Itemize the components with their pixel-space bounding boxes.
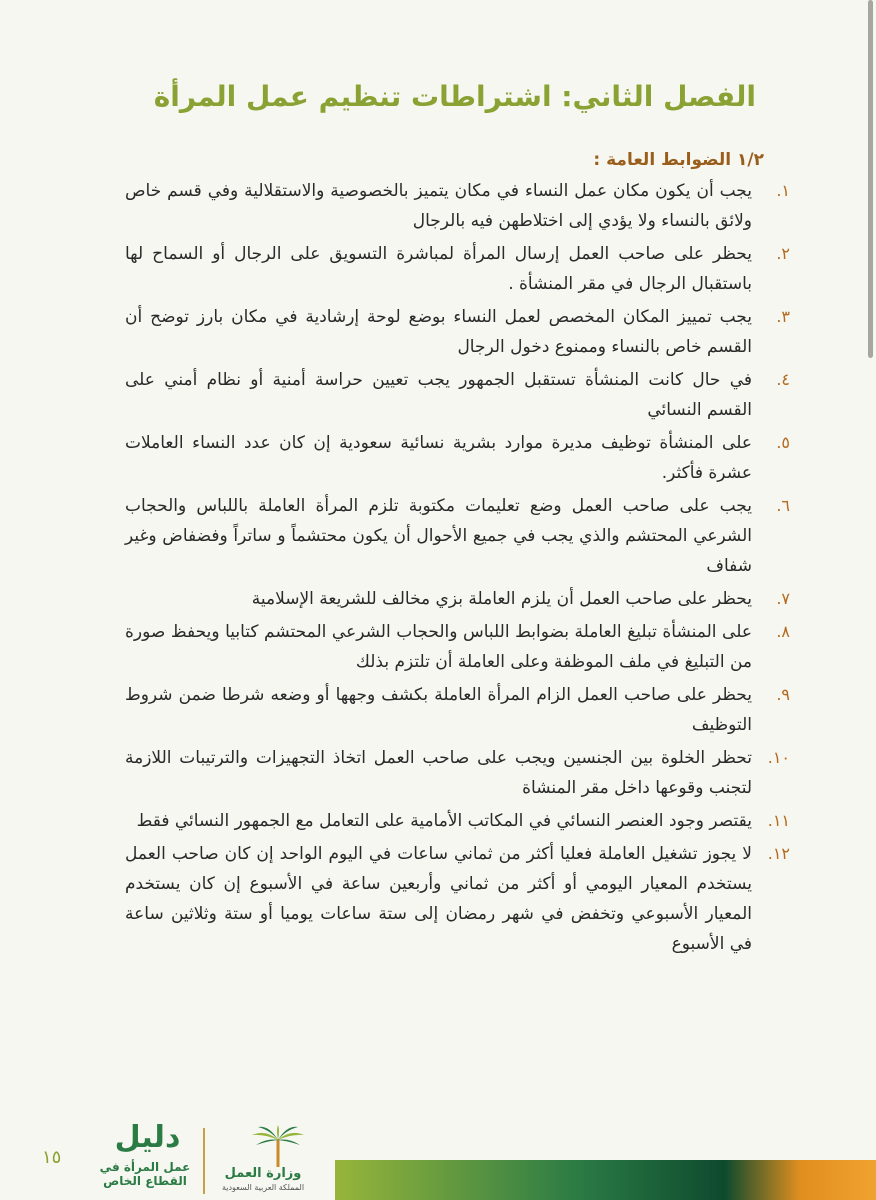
rule-item [125, 491, 790, 581]
rule-text: تحظر الخلوة بين الجنسين ويجب على صاحب العمل اتخاذ التجهيزات والترتيبات اللازمة لتجنب وقوعها داخل مقر المنشاة [125, 748, 752, 798]
page-number: ١٥ [42, 1147, 62, 1168]
rule-number: ٧. [776, 589, 790, 608]
rule-number: ٨. [776, 622, 790, 641]
guide-subtitle [95, 1160, 195, 1188]
rule-item [125, 302, 790, 362]
rule-number: ٣. [776, 307, 790, 326]
ministry-country: المملكة العربية السعودية [221, 1183, 305, 1192]
scrollbar[interactable] [868, 0, 873, 358]
rule-item [125, 806, 790, 836]
rule-number: ١٢. [767, 844, 790, 863]
rule-item [125, 680, 790, 740]
rule-text: يحظر على صاحب العمل أن يلزم العاملة بزي مخالف للشريعة الإسلامية [251, 589, 752, 609]
chapter-title: الفصل الثاني: اشتراطات تنظيم عمل المرأة [153, 80, 756, 113]
rule-text: يحظر على صاحب العمل الزام المرأة العاملة بكشف وجهها أو وضعه شرطا ضمن شروط التوظيف [125, 685, 752, 735]
rule-number: ٦. [776, 496, 790, 515]
rule-text: في حال كانت المنشأة تستقبل الجمهور يجب تعيين حراسة أمنية أو نظام أمني على القسم النسائي [125, 370, 752, 420]
rule-item [125, 617, 790, 677]
rule-text: يجب أن يكون مكان عمل النساء في مكان يتميز بالخصوصية والاستقلالية وفي قسم خاص ولائق بالنساء ولا يؤدي إلى اختلاطهن فيه بالرجال [125, 181, 752, 231]
footer-divider [203, 1128, 205, 1194]
rule-item [125, 584, 790, 614]
rule-item [125, 176, 790, 236]
rule-text: يقتصر وجود العنصر النسائي في المكاتب الأمامية على التعامل مع الجمهور النسائي فقط [136, 811, 752, 831]
rule-item [125, 428, 790, 488]
rule-text: على المنشأة توظيف مديرة موارد بشرية نسائية سعودية إن كان عدد النساء العاملات عشرة فأكثر. [125, 433, 752, 483]
rule-item [125, 239, 790, 299]
rule-text: لا يجوز تشغيل العاملة فعليا أكثر من ثماني ساعات في اليوم الواحد إن كان صاحب العمل يستخدم المعيار اليومي أو أكثر من ثماني وأربعين ساعة في الأسبوع إن كان يستخدم المعيار الأسبوعي وتخفض في شهر رمضان إلى ستة ساعات يوميا أو ستة وثلاثين ساعة في الأسبوع [125, 844, 752, 954]
rule-text: يجب على صاحب العمل وضع تعليمات مكتوبة تلزم المرأة العاملة باللباس والحجاب الشرعي المحتشم والذي يجب في جميع الأحوال أن يكون محتشماً و ساتراً وفضفاض وغير شفاف [125, 496, 752, 576]
rule-text: على المنشأة تبليغ العاملة بضوابط اللباس والحجاب الشرعي المحتشم كتابيا ويحفظ صورة من التبليغ في ملف الموظفة وعلى العاملة أن تلتزم بذلك [125, 622, 752, 672]
rule-item [125, 365, 790, 425]
rule-number: ١. [776, 181, 790, 200]
rule-item [125, 743, 790, 803]
palm-tree-icon [248, 1125, 308, 1167]
section-heading: ١/٢ الضوابط العامة : [593, 150, 764, 170]
rule-number: ١١. [767, 811, 790, 830]
rule-number: ١٠. [767, 748, 790, 767]
guide-subtitle-line: القطاع الخاص [103, 1174, 187, 1188]
footer-color-bar [335, 1160, 876, 1200]
rule-number: ٥. [776, 433, 790, 452]
rule-number: ٤. [776, 370, 790, 389]
rule-number: ٢. [776, 244, 790, 263]
guide-subtitle-line: عمل المرأة في [99, 1160, 191, 1174]
rules-list [125, 176, 790, 962]
rule-number: ٩. [776, 685, 790, 704]
rule-text: يجب تمييز المكان المخصص لعمل النساء بوضع لوحة إرشادية في مكان بارز توضح أن القسم خاص بالنساء وممنوع دخول الرجال [125, 307, 752, 357]
ministry-name: وزارة العمل [224, 1166, 302, 1181]
guide-logo-word: دليل [114, 1120, 181, 1155]
ministry-logo-text [208, 1166, 318, 1193]
rule-item [125, 839, 790, 959]
rule-text: يحظر على صاحب العمل إرسال المرأة لمباشرة التسويق على الرجال أو السماح لها باستقبال الرجال في مقر المنشأة . [125, 244, 752, 294]
